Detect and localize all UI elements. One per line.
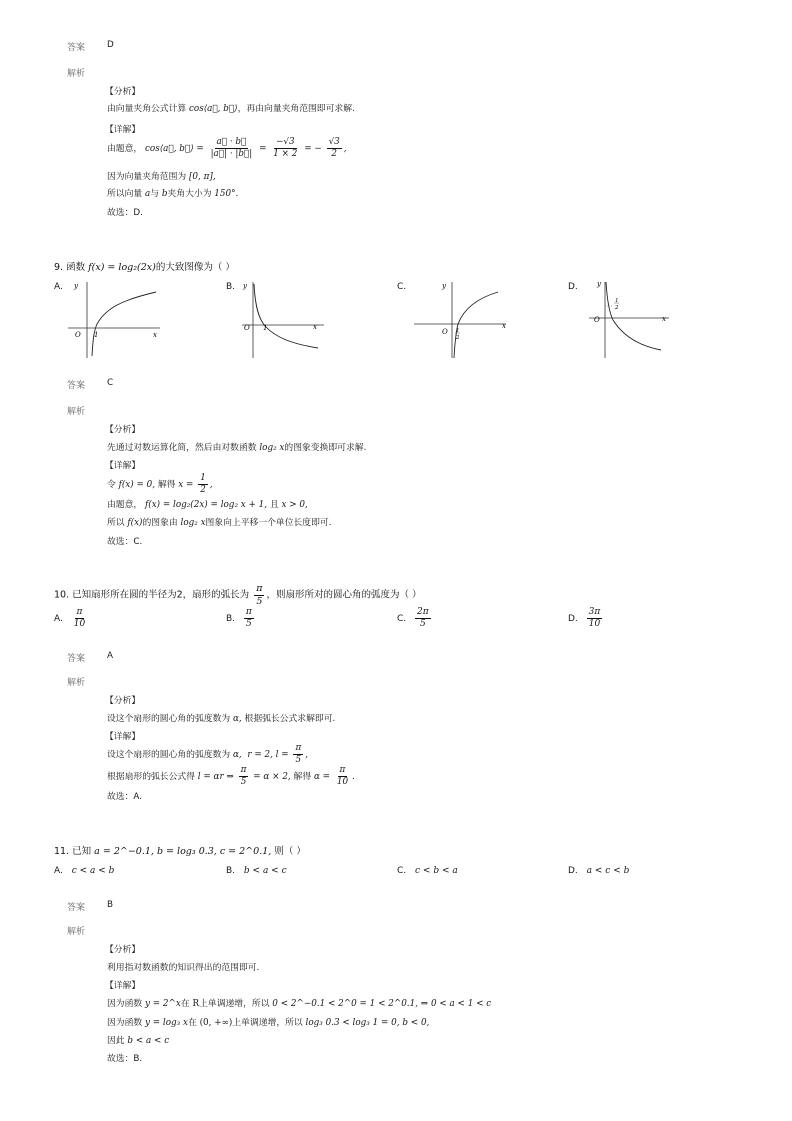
option-b-label[interactable]: B.: [226, 282, 236, 292]
svg-text:y: y: [597, 280, 601, 288]
svg-text:2: 2: [456, 335, 460, 341]
option-b[interactable]: B. b < a < c: [226, 866, 287, 876]
option-d-label[interactable]: D.: [568, 282, 578, 292]
svg-text:y: y: [243, 282, 247, 290]
choice-line: 故选：D.: [107, 208, 143, 218]
fenxi-text: 设这个扇形的圆心角的弧度数为 α, 根据弧长公式求解即可.: [107, 714, 336, 724]
fenxi-text: 先通过对数运算化简，然后由对数函数 log₂ x的图象变换即可求解.: [107, 443, 367, 453]
svg-text:1: 1: [456, 328, 460, 334]
analysis-label: 解析: [67, 69, 86, 79]
svg-text:x: x: [153, 331, 157, 339]
fenxi-text: 由向量夹角公式计算 cos⟨a⃗, b⃗⟩，再由向量夹角范围即可求解.: [107, 104, 355, 114]
detail-line: 由题意， cos⟨a⃗, b⃗⟩ = $\frac{a⃗ \cdot b⃗}{|a⃗| \cdot |b⃗|}$ = $\frac{-√3}{1 \times 2}$ = − $\frac{√3}{2}$ ,: [107, 137, 347, 159]
analysis-label: 解析: [67, 407, 86, 417]
detail-line: 因为向量夹角范围为 [0, π],: [107, 172, 216, 182]
question-stem: 10. 已知扇形所在圆的半径为2，扇形的弧长为 $\frac{\pi}{5}$ ，则扇形所对的圆心角的弧度为（ ）: [54, 583, 422, 607]
detail-line: 因为函数 y = log₃ x在 (0, +∞)上单调递增，所以 log₃ 0.3 < log₃ 1 = 0, b < 0,: [107, 1018, 430, 1028]
xiangjie-heading: 【详解】: [105, 981, 141, 991]
detail-line: 由题意， f(x) = log₂(2x) = log₂ x + 1, 且 x > 0,: [107, 500, 308, 510]
option-a[interactable]: A. $\frac{\pi}{10}$: [54, 607, 86, 629]
svg-text:y: y: [74, 282, 78, 290]
analysis-label: 解析: [67, 927, 86, 937]
fenxi-heading: 【分析】: [105, 945, 141, 955]
answer-label: 答案: [67, 903, 86, 913]
option-c-label[interactable]: C.: [397, 282, 407, 292]
option-a[interactable]: A. c < a < b: [54, 866, 115, 876]
answer-label: 答案: [67, 43, 86, 53]
option-d[interactable]: D. a < c < b: [568, 866, 630, 876]
svg-text:2: 2: [615, 305, 619, 311]
detail-line: 设这个扇形的圆心角的弧度数为 α, r = 2, l = $\frac{\pi}{5}$ ,: [107, 743, 309, 765]
xiangjie-heading: 【详解】: [105, 732, 141, 742]
answer-label: 答案: [67, 381, 86, 391]
analysis-label: 解析: [67, 678, 86, 688]
svg-text:x: x: [662, 315, 666, 323]
graph-option-a: [64, 278, 164, 360]
answer-value: D: [107, 40, 114, 50]
choice-line: 故选：C.: [107, 537, 143, 547]
svg-text:O: O: [75, 331, 81, 339]
svg-text:O: O: [442, 328, 448, 336]
svg-text:O: O: [594, 316, 600, 324]
detail-line: 所以向量 a与 b夹角大小为 150°.: [107, 189, 239, 199]
detail-line: 因为函数 y = 2^x在 R上单调递增，所以 0 < 2^−0.1 < 2^0 = 1 < 2^0.1, ⇒ 0 < a < 1 < c: [107, 999, 492, 1009]
answer-value: B: [107, 900, 114, 910]
detail-line: 所以 f(x)的图象由 log₂ x图象向上平移一个单位长度即可.: [107, 518, 332, 528]
svg-text:1: 1: [615, 298, 619, 304]
choice-line: 故选：A.: [107, 792, 143, 802]
fenxi-heading: 【分析】: [105, 425, 141, 435]
option-c[interactable]: C. $\frac{2\pi}{5}$: [397, 607, 429, 629]
svg-text:x: x: [502, 322, 506, 330]
option-a-label[interactable]: A.: [54, 282, 63, 292]
svg-text:1: 1: [94, 331, 99, 339]
graph-option-d: [585, 278, 675, 360]
fenxi-text: 利用指对数函数的知识得出的范围即可.: [107, 963, 260, 973]
detail-line: 根据扇形的弧长公式得 l = αr ⇒ $\frac{\pi}{5}$ = α × 2, 解得 α = $\frac{\pi}{10}$ .: [107, 765, 355, 787]
choice-line: 故选：B.: [107, 1054, 143, 1064]
fenxi-heading: 【分析】: [105, 696, 141, 706]
svg-text:O: O: [244, 324, 250, 332]
graph-option-b: [238, 278, 328, 360]
graph-option-c: [410, 278, 510, 360]
answer-label: 答案: [67, 654, 86, 664]
fenxi-heading: 【分析】: [105, 87, 141, 97]
option-b[interactable]: B. $\frac{\pi}{5}$: [226, 607, 252, 629]
xiangjie-heading: 【详解】: [105, 125, 141, 135]
svg-text:1: 1: [263, 324, 268, 332]
detail-line: 因此 b < a < c: [107, 1036, 170, 1046]
option-d[interactable]: D. $\frac{3\pi}{10}$: [568, 607, 601, 629]
question-stem: 11. 已知 a = 2^−0.1, b = log₃ 0.3, c = 2^0.1, 则（ ）: [54, 846, 306, 857]
detail-line: 令 f(x) = 0, 解得 x = $\frac{1}{2}$ ,: [107, 473, 213, 495]
answer-value: C: [107, 378, 114, 388]
question-stem: 9. 函数 f(x) = log₂(2x)的大致图像为（ ）: [54, 262, 235, 273]
xiangjie-heading: 【详解】: [105, 461, 141, 471]
svg-text:x: x: [313, 323, 317, 331]
svg-text:y: y: [442, 282, 446, 290]
answer-value: A: [107, 651, 114, 661]
option-c[interactable]: C. c < b < a: [397, 866, 458, 876]
